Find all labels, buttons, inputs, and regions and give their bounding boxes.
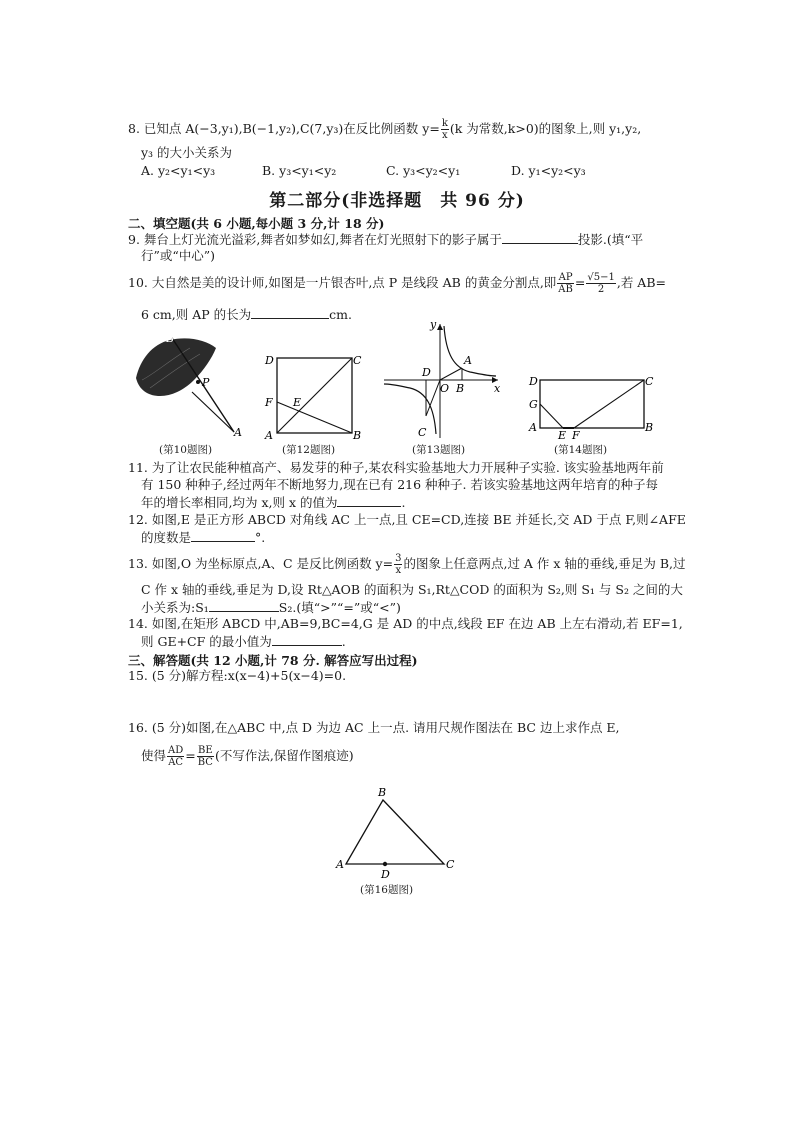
q12-line2 [141, 529, 265, 546]
q16-frac1-den: AC [168, 757, 184, 768]
q9-text: 9. 舞台上灯光流光溢彩,舞者如梦如幻,舞者在灯光照射下的影子属于 [128, 232, 502, 247]
label-d: D [265, 354, 274, 367]
q8-frac-num: k [441, 118, 448, 129]
segment-fc [574, 380, 644, 428]
q13-line3 [141, 599, 401, 616]
q10-equals: = [574, 275, 586, 290]
q16-fraction-be-bc [197, 745, 214, 768]
segment-ge [540, 404, 563, 428]
q11-line1: 11. 为了让农民能种植高产、易发芽的种子,某农科实验基地大力开展种子实验. 该实验基地两年前 [128, 460, 664, 475]
q8-option-c: C. y₃<y₂<y₁ [386, 163, 461, 178]
q8-option-a: A. y₂<y₁<y₃ [141, 163, 216, 178]
label-c: C [645, 375, 654, 388]
label-d: D [422, 366, 431, 379]
label-a: A [336, 858, 344, 871]
label-a: A [529, 421, 537, 434]
figure-16-triangle [334, 784, 458, 880]
segment-bf [277, 402, 352, 433]
label-a: A [265, 429, 273, 442]
point-d [383, 862, 387, 866]
q11-text: 年的增长率相同,均为 x,则 x 的值为 [141, 495, 338, 510]
q10-text2: 6 cm,则 AP 的长为 [141, 307, 252, 322]
q8-fraction [441, 118, 449, 141]
label-d: D [381, 868, 390, 880]
label-f: F [572, 429, 580, 440]
q14-text: 则 GE+CF 的最小值为 [141, 634, 272, 649]
label-a: A [234, 426, 242, 439]
q10-fraction-ap-ab [557, 272, 574, 295]
q10-frac2-num: √5−1 [587, 272, 615, 283]
point-p [196, 380, 200, 384]
q8-text-tail: (k 为常数,k>0)的图象上,则 y₁,y₂, [449, 121, 642, 136]
q13-line1 [128, 553, 686, 576]
label-o: O [440, 382, 450, 395]
q14-line1: 14. 如图,在矩形 ABCD 中,AB=9,BC=4,G 是 AD 的中点,线段 EF 在边 AB 上左右滑动,若 EF=1, [128, 616, 683, 631]
q8-line1 [128, 118, 641, 141]
q9-line2: 行”或“中心”) [141, 248, 216, 263]
q8-line2: y₃ 的大小关系为 [141, 145, 233, 160]
q14-answer-blank[interactable] [272, 633, 342, 646]
figure-10-caption: (第10题图) [159, 444, 213, 456]
figure-14-caption: (第14题图) [554, 444, 608, 456]
figure-12-square [262, 350, 362, 442]
q12-line1: 12. 如图,E 是正方形 ABCD 对角线 AC 上一点,且 CE=CD,连接 BE 并延长,交 AD 于点 F,则∠AFE [128, 512, 686, 527]
q16-fraction-ad-ac [167, 745, 184, 768]
q13-frac-num: 3 [395, 553, 402, 564]
label-c: C [418, 426, 427, 439]
label-b: B [378, 786, 387, 799]
figure-13-caption: (第13题图) [412, 444, 466, 456]
label-x: x [494, 382, 501, 395]
q15-text: 15. (5 分)解方程:x(x−4)+5(x−4)=0. [128, 668, 347, 683]
q12-answer-blank[interactable] [191, 529, 255, 542]
q13-text3-tail: S₂.(填“>”“=”或“<”) [278, 600, 401, 615]
triangle-abc [346, 800, 444, 864]
y-axis-arrow [437, 324, 443, 330]
label-c: C [353, 354, 362, 367]
label-e: E [558, 429, 567, 440]
segment-oa [440, 368, 462, 380]
label-c: C [446, 858, 455, 871]
part2-title: 第二部分(非选择题 共 96 分) [269, 191, 525, 211]
q11-line3 [141, 494, 405, 511]
q13-line2: C 作 x 轴的垂线,垂足为 D,设 Rt△AOB 的面积为 S₁,Rt△COD 的面积为 S₂,则 S₁ 与 S₂ 之间的大 [141, 582, 683, 597]
q10-frac1-num: AP [558, 272, 573, 283]
q11-period: . [401, 495, 406, 510]
diagonal-ac [277, 358, 352, 433]
q9-answer-blank[interactable] [502, 231, 578, 244]
q14-line2 [141, 633, 346, 650]
label-g: G [529, 398, 538, 411]
label-y: y [430, 318, 437, 331]
q13-text-tail: 的图象上任意两点,过 A 作 x 轴的垂线,垂足为 B,过 [403, 556, 686, 571]
section2-heading: 二、填空题(共 6 小题,每小题 3 分,计 18 分) [128, 216, 385, 231]
label-b: B [456, 382, 465, 395]
label-a: A [464, 354, 472, 367]
q16-frac1-num: AD [168, 745, 184, 756]
q16-line2 [141, 745, 354, 768]
label-b: B [166, 332, 175, 345]
q10-answer-blank[interactable] [251, 306, 329, 319]
q10-fraction-golden [586, 272, 615, 295]
q10-line1 [128, 272, 666, 295]
label-b: B [353, 429, 362, 442]
q16-frac2-den: BC [197, 757, 213, 768]
q9-line1 [128, 231, 643, 248]
q10-text: 10. 大自然是美的设计师,如图是一片银杏叶,点 P 是线段 AB 的黄金分割点,即 [128, 275, 557, 290]
figure-10-ginkgo-leaf [130, 330, 245, 442]
q8-option-b: B. y₃<y₁<y₂ [262, 163, 337, 178]
q10-frac2-den: 2 [597, 284, 605, 295]
label-e: E [293, 396, 302, 409]
q10-frac1-den: AB [558, 284, 573, 295]
q16-text: 使得 [141, 748, 167, 763]
q11-line2: 有 150 种种子,经过两年不断地努力,现在已有 216 种种子. 若该实验基地这两年培育的种子每 [141, 477, 659, 492]
q10-line2 [141, 306, 352, 323]
q16-equals: = [185, 748, 196, 763]
q16-line1: 16. (5 分)如图,在△ABC 中,点 D 为边 AC 上一点. 请用尺规作图法在 BC 边上求作点 E, [128, 720, 620, 735]
q13-fraction [394, 553, 402, 576]
q8-option-d: D. y₁<y₂<y₃ [511, 163, 586, 178]
q9-text-tail: 投影.(填“平 [577, 232, 644, 247]
q14-period: . [341, 634, 346, 649]
q16-text-tail: (不写作法,保留作图痕迹) [214, 748, 354, 763]
figure-12-caption: (第12题图) [282, 444, 336, 456]
label-b: B [645, 421, 654, 434]
label-p: P [202, 376, 210, 389]
hyperbola-branch-1 [444, 326, 496, 376]
q13-text3: 小关系为:S₁ [141, 600, 209, 615]
q13-answer-blank[interactable] [209, 599, 279, 612]
q11-answer-blank[interactable] [337, 494, 401, 507]
figure-14-rectangle [526, 368, 656, 440]
q8-text: 8. 已知点 A(−3,y₁),B(−1,y₂),C(7,y₃)在反比例函数 y= [128, 121, 440, 136]
q13-frac-den: x [395, 565, 402, 576]
leaf-stem [192, 392, 234, 432]
figure-13-hyperbola [380, 318, 504, 442]
label-d: D [529, 375, 538, 388]
q10-unit: cm. [329, 307, 352, 322]
label-f: F [265, 396, 273, 409]
q13-text: 13. 如图,O 为坐标原点,A、C 是反比例函数 y= [128, 556, 394, 571]
q8-frac-den: x [442, 130, 448, 141]
figure-16-caption: (第16题图) [360, 884, 414, 896]
q12-text: 的度数是 [141, 530, 192, 545]
q10-text-tail: ,若 AB= [616, 275, 666, 290]
q16-frac2-num: BE [198, 745, 213, 756]
q12-degree: °. [255, 530, 266, 545]
section3-heading: 三、解答题(共 12 小题,计 78 分. 解答应写出过程) [128, 653, 418, 668]
segment-oc [426, 380, 440, 416]
